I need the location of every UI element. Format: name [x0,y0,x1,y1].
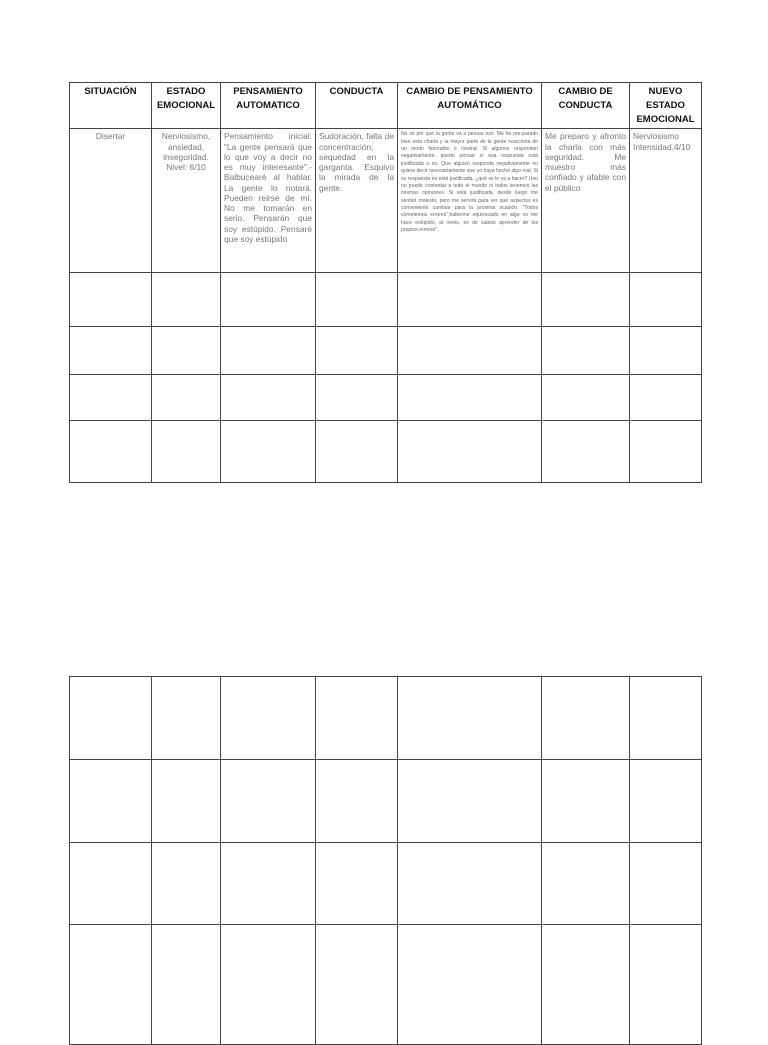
empty-cell [398,327,542,375]
empty-cell [70,421,152,483]
header-nuevo-estado: NUEVO ESTADO EMOCIONAL [630,83,702,129]
empty-cell [398,375,542,421]
empty-cell [542,760,630,843]
empty-cell [316,925,398,1045]
empty-cell [630,375,702,421]
empty-cell [542,327,630,375]
empty-cell [316,273,398,327]
empty-cell [70,843,152,925]
empty-cell [316,375,398,421]
empty-cell [70,273,152,327]
empty-cell [221,375,316,421]
empty-cell [542,421,630,483]
table-row [70,677,702,760]
empty-cell [70,925,152,1045]
header-row [70,83,702,129]
empty-cell [542,273,630,327]
empty-cell [221,273,316,327]
empty-cell [70,327,152,375]
table-row [70,421,702,483]
header-pensamiento-automatico: PENSAMIENTO AUTOMATICO [221,83,316,129]
blank-table [69,676,702,1045]
empty-cell [316,327,398,375]
empty-cell [542,375,630,421]
empty-cell [398,421,542,483]
empty-cell [542,925,630,1045]
table-row [70,327,702,375]
empty-cell [630,421,702,483]
empty-cell [152,273,221,327]
empty-cell [398,925,542,1045]
empty-cell [398,273,542,327]
table-row [70,925,702,1045]
table-row [70,129,702,273]
header-conducta: CONDUCTA [316,83,398,129]
header-estado-emocional: ESTADO EMOCIONAL [152,83,221,129]
table-row [70,760,702,843]
cell-cambio-conducta: Me preparo y afronto la charla con más seguridad. Me muestro más confiado y afable con el público [542,129,630,273]
header-cambio-pensamiento: CAMBIO DE PENSAMIENTO AUTOMÁTICO [398,83,542,129]
empty-cell [152,843,221,925]
empty-cell [221,677,316,760]
empty-cell [630,273,702,327]
cell-nuevo-estado: Nerviosismo Intensidad.4/10 [630,129,702,273]
table-row [70,843,702,925]
cell-cambio-pensamiento: No sé por qué la gente va a pensar eso. Me he pre-parado bien esta charla y la mayor parte de la gente reacciona de un modo favorable o neutral. Si algunos responden negativamente, puedo pensar si esa respuesta está justificada o no. Que alguien responda negativamente no quiere decir necesariamente que yo haya hecho algo mal. Si su respuesta no está justificada, ¿qué se le va a hacer? Uno no puede contentar a todo el mundo ni todos tenemos las mismas opiniones. Si está justificada, desde luego me sentiré molesto, pero me servirá para ver qué aspectos es conveniente cambiar para la próxima ocasión. "Todos cometemos errores";haberme equivocado en algo no me hace estúpido, al revés, es de sabios aprender de los propios errores". [398,129,542,273]
empty-cell [70,375,152,421]
empty-cell [221,327,316,375]
empty-cell [630,327,702,375]
empty-cell [152,327,221,375]
empty-cell [70,760,152,843]
table-row [70,273,702,327]
thought-record-table [69,82,702,483]
header-cambio-conducta: CAMBIO DE CONDUCTA [542,83,630,129]
empty-cell [630,677,702,760]
empty-cell [630,843,702,925]
empty-cell [316,677,398,760]
empty-cell [221,421,316,483]
empty-cell [398,843,542,925]
empty-cell [316,421,398,483]
empty-cell [70,677,152,760]
empty-cell [152,677,221,760]
empty-cell [152,421,221,483]
header-situacion: SITUACIÓN [70,83,152,129]
empty-cell [152,925,221,1045]
empty-cell [221,843,316,925]
cell-estado-emocional: Nerviosismo, ansiedad, inseguridad. Nivel: 6/10 [152,129,221,273]
empty-cell [542,677,630,760]
empty-cell [221,925,316,1045]
empty-cell [316,843,398,925]
table-row [70,375,702,421]
empty-cell [316,760,398,843]
cell-pensamiento-automatico: Pensamiento inicial: "La gente pensará que lo que voy a decir no es muy interesante".- Balbucearé al hablar. La gente lo notará. Pueden reirse de mí. No me tomarán en serio. Pensarán que soy estúpido. Pensaré que soy estúpido [221,129,316,273]
empty-cell [398,677,542,760]
empty-cell [152,760,221,843]
empty-cell [152,375,221,421]
empty-cell [630,760,702,843]
cell-conducta: Sudoración, falta de concentración, sequedad en la garganta. Esquivo la mirada de la gente. [316,129,398,273]
empty-cell [542,843,630,925]
empty-cell [630,925,702,1045]
empty-cell [221,760,316,843]
empty-cell [398,760,542,843]
cell-situacion: Disertar [70,129,152,273]
